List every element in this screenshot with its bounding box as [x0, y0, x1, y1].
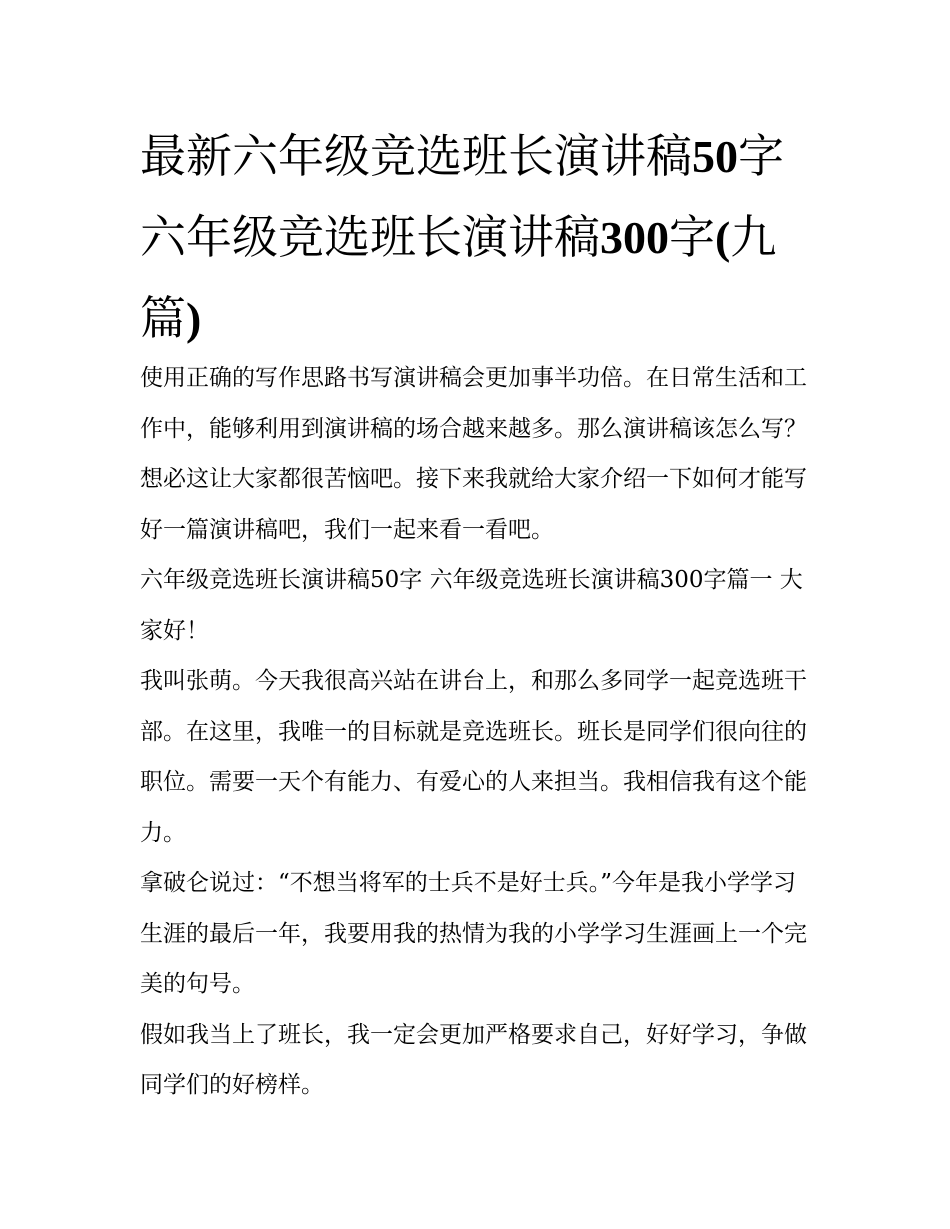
- paragraph-self-intro: 我叫张萌。今天我很高兴站在讲台上，和那么多同学一起竞选班干部。在这里，我唯一的目标就是竞选班长。班长是同学们很向往的职位。需要一天个有能力、有爱心的人来担当。我相信我有这个能力。: [140, 668, 807, 846]
- paragraph-quote: 拿破仑说过：“不想当将军的士兵不是好士兵。”今年是我小学学习生涯的最后一年，我要用我的热情为我的小学学习生涯画上一个完美的句号。: [140, 870, 807, 997]
- document-body: [140, 353, 812, 1111]
- title-part: (: [715, 212, 731, 263]
- title-part: ): [186, 293, 202, 344]
- title-part: 50: [692, 131, 738, 182]
- title-part: 字: [669, 210, 715, 264]
- title-part: 九篇: [140, 210, 777, 345]
- paragraph-promise: 假如我当上了班长，我一定会更加严格要求自己，好好学习，争做同学们的好榜样。: [140, 1021, 807, 1098]
- paragraph-heading-greeting: 六年级竞选班长演讲稿50字 六年级竞选班长演讲稿300字篇一 大家好！: [140, 567, 803, 644]
- title-part: 300: [600, 212, 669, 263]
- title-part: 最新六年级竞选班长演讲稿: [140, 129, 692, 183]
- title-part: 字 六年级竞选班长演讲稿: [140, 129, 784, 264]
- paragraph-intro: 使用正确的写作思路书写演讲稿会更加事半功倍。在日常生活和工作中，能够利用到演讲稿的场合越来越多。那么演讲稿该怎么写？想必这让大家都很苦恼吧。接下来我就给大家介绍一下如何才能写好一篇演讲稿吧，我们一起来看一看吧。: [140, 365, 807, 543]
- document-title: [140, 116, 820, 359]
